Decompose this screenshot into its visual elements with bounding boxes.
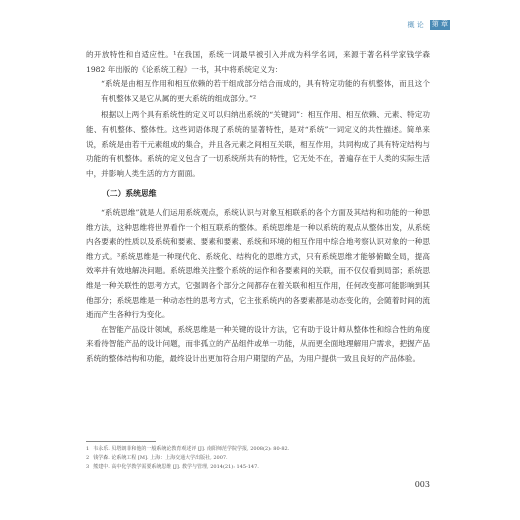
footnote-divider bbox=[86, 441, 156, 442]
footnote-number: 1 bbox=[86, 446, 90, 452]
footnote-number: 3 bbox=[86, 464, 90, 470]
footnote-item bbox=[86, 445, 430, 454]
footnote-text: 熊建中. 高中化学教学需要系统思维 [J]. 教学与管理, 2014(21): 145-147. bbox=[93, 464, 259, 470]
body-text bbox=[86, 48, 430, 366]
definition-quote: “系统是由相互作用和相互依赖的若干组成部分结合而成的，具有特定功能的有机整体，而且这个有机整体又是它从属的更大系统的组成部分。”² bbox=[101, 79, 430, 103]
running-head-section: 概 论 bbox=[407, 21, 424, 29]
footnote-item bbox=[86, 463, 430, 472]
paragraph-2: 根据以上两个具有系统性的定义可以归纳出系统的“关键词”：相互作用、相互依赖、元素、特定功能、有机整体、整体性。这些词语体现了系统的显著特性，是对“系统”一词定义的共性描述。简单来说，系统是由若干元素组成的集合，并且各元素之间相互关联，相互作用，共同构成了具有特定结构与功能的有机整体。系统的定义包含了一切系统所共有的特性，它无处不在，普遍存在于人类的实际生活中，并影响人类生活的方方面面。 bbox=[86, 110, 430, 178]
running-head bbox=[408, 20, 450, 30]
page-number: 003 bbox=[414, 480, 430, 489]
chapter-tag: 第 章 bbox=[431, 20, 448, 29]
footnote-item bbox=[86, 454, 430, 463]
footnotes bbox=[86, 441, 430, 472]
paragraph-3: “系统思维”就是人们运用系统观点，系统认识与对象互相联系的各个方面及其结构和功能的一种思维方法，这种思维将世界看作一个相互联系的整体。系统思维是一种以系统的观点从整体出发，从系统内各要素的性质以及系统和要素、要素和要素、系统和环境的相互作用中综合地考察认识对象的一种思维方式。³系统思维是一种现代化、系统化、结构化的思维方式，只有系统思维才能够俯瞰全局，提高效率并有效地解决问题。系统思维关注整个系统的运作和各要素间的关联，而不仅仅看到局部；系统思维是一种关联性的思考方式，它强调各个部分之间都存在着关联和相互作用，任何改变都可能影响到其他部分；系统思维是一种动态性的思考方式，它主张系统内的各要素都是动态变化的，会随着时间的流逝而产生各种行为变化。 bbox=[86, 207, 430, 320]
footnote-text: 韦永乐. 贝塔朗菲和他的一般系统论教育观述评 [J]. 南阳师范学院学报, 2008(2): 80-82. bbox=[93, 446, 290, 452]
paragraph-1: 的开放特性和自适应性。¹在我国，系统一词最早被引入并成为科学名词，来源于著名科学家钱学森 1982 年出版的《论系统工程》一书，其中将系统定义为： bbox=[86, 50, 430, 74]
paragraph-4: 在智能产品设计领域，系统思维是一种关键的设计方法，它有助于设计师从整体性和综合性的角度来看待智能产品的设计问题，而非孤立的产品组件或单一功能，从而更全面地理解用户需求，把握产品系统的整体结构和功能，最终设计出更加符合用户期望的产品，为用户提供一致且良好的产品体验。 bbox=[86, 324, 430, 363]
footnote-number: 2 bbox=[86, 455, 90, 461]
footnote-text: 钱学森. 论系统工程 [M]. 上海：上海交通大学出版社, 2007. bbox=[93, 455, 228, 461]
section-heading: （二）系统思维 bbox=[102, 189, 157, 199]
